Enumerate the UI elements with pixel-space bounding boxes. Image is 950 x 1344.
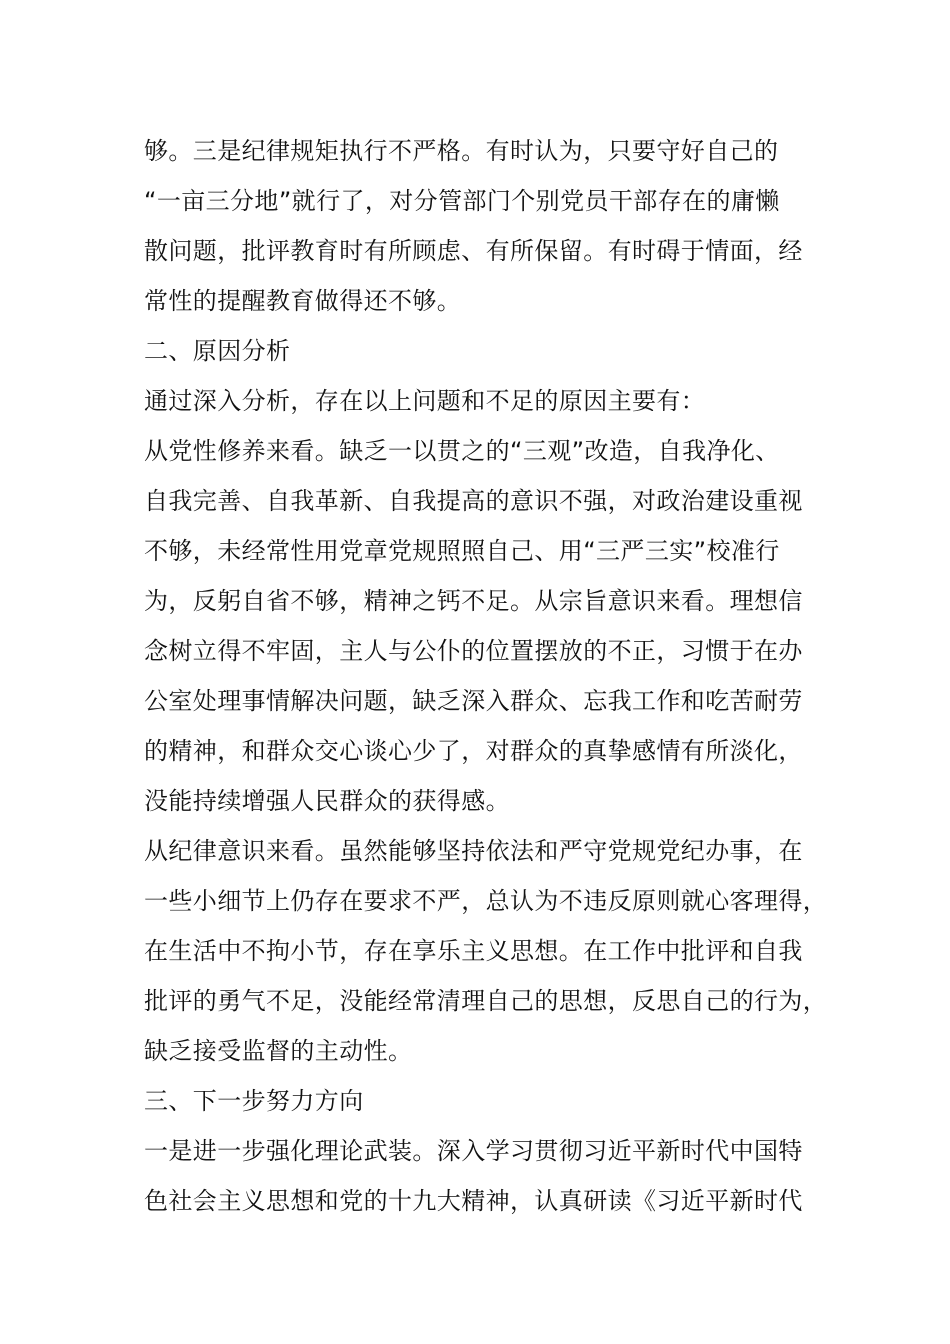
text-line: 不够，未经常性用党章党规照照自己、用“三严三实”校准行 (144, 537, 780, 565)
text-line: 在生活中不拘小节，存在享乐主义思想。在工作中批评和自我 (144, 937, 803, 965)
text-line: 够。三是纪律规矩执行不严格。有时认为，只要守好自己的 (144, 137, 779, 165)
text-line: 从纪律意识来看。虽然能够坚持依法和严守党规党纪办事，在 (144, 837, 803, 865)
text-line: 自我完善、自我革新、自我提高的意识不强，对政治建设重视 (144, 487, 803, 515)
text-line: 没能持续增强人民群众的获得感。 (144, 787, 510, 815)
text-line: 常性的提醒教育做得还不够。 (144, 287, 462, 315)
text-line: 为，反躬自省不够，精神之钙不足。从宗旨意识来看。理想信 (144, 587, 803, 615)
section-heading: 三、下一步努力方向 (144, 1087, 364, 1115)
text-line: 一是进一步强化理论武装。深入学习贯彻习近平新时代中国特 (144, 1137, 803, 1165)
text-line: 通过深入分析，存在以上问题和不足的原因主要有： (144, 387, 706, 415)
text-line: 一些小细节上仍存在要求不严，总认为不违反原则就心客理得， (144, 887, 828, 915)
text-line: 批评的勇气不足，没能经常清理自己的思想，反思自己的行为， (144, 987, 828, 1015)
text-line: 从党性修养来看。缺乏一以贯之的“三观”改造，自我净化、 (144, 437, 780, 465)
text-line: 色社会主义思想和党的十九大精神，认真研读《习近平新时代 (144, 1187, 803, 1215)
text-line: 散问题，批评教育时有所顾虑、有所保留。有时碍于情面，经 (144, 237, 803, 265)
text-line: 的精神，和群众交心谈心少了，对群众的真挚感情有所淡化， (144, 737, 803, 765)
text-line: “一亩三分地”就行了，对分管部门个别党员干部存在的庸懒 (144, 187, 780, 215)
text-line: 缺乏接受监督的主动性。 (144, 1037, 413, 1065)
document-body (144, 126, 828, 1226)
section-heading: 二、原因分析 (144, 337, 291, 365)
text-line: 念树立得不牢固，主人与公仆的位置摆放的不正，习惯于在办 (144, 637, 803, 665)
text-line: 公室处理事情解决问题，缺乏深入群众、忘我工作和吃苦耐劳 (144, 687, 803, 715)
